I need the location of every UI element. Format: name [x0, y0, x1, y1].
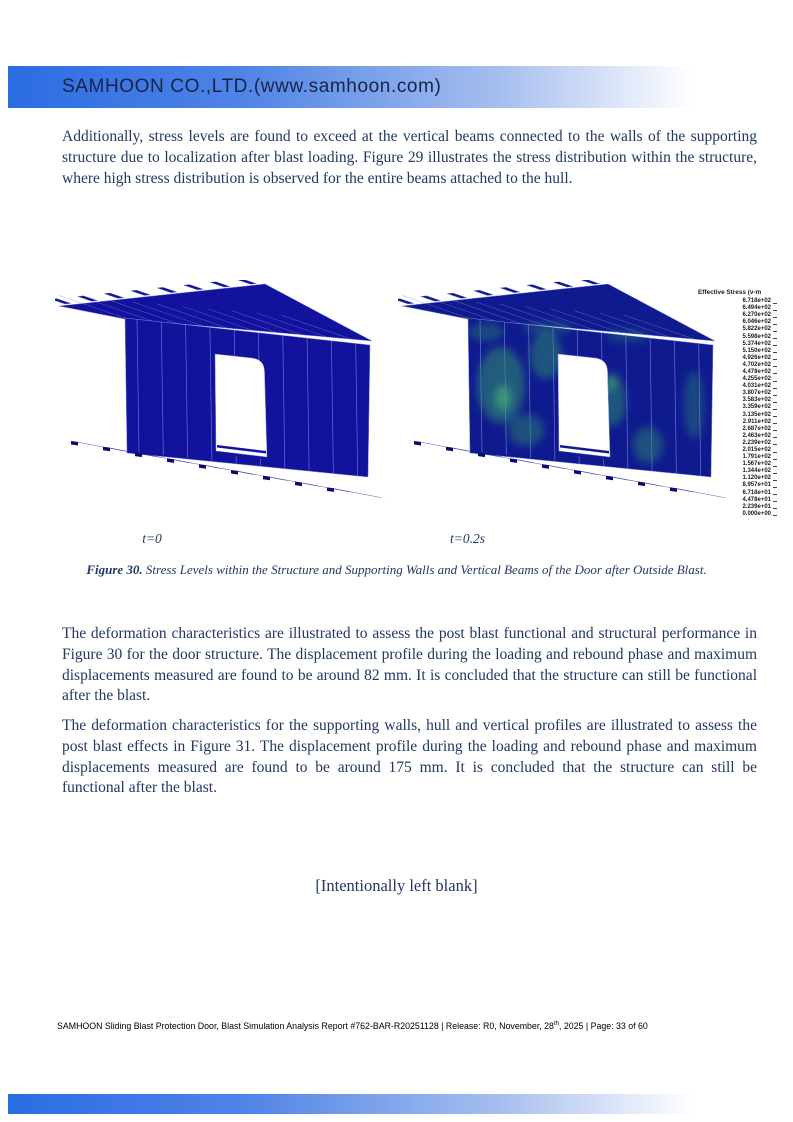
legend-row — [694, 326, 793, 333]
legend-value: 3.807e+02 — [742, 390, 771, 397]
legend-tick-mark — [773, 508, 777, 509]
legend-tick-mark — [773, 331, 777, 332]
legend-row — [694, 404, 793, 411]
legend-row — [694, 468, 793, 475]
legend-tick-mark — [773, 437, 777, 438]
legend-row — [694, 341, 793, 348]
legend-value: 8.957e+01 — [742, 482, 771, 489]
legend-value: 4.926e+02 — [742, 354, 771, 361]
figure-caption — [55, 562, 738, 578]
legend-row — [694, 475, 793, 482]
legend-tick-mark — [773, 317, 777, 318]
legend-value: 6.046e+02 — [742, 319, 771, 326]
legend-tick-mark — [773, 345, 777, 346]
legend-row — [694, 482, 793, 489]
legend-value: 1.344e+02 — [742, 468, 771, 475]
legend-value: 4.478e+01 — [742, 496, 771, 503]
legend-tick-mark — [773, 359, 777, 360]
legend-value: 1.791e+02 — [742, 454, 771, 461]
legend-tick-mark — [773, 459, 777, 460]
legend-row — [694, 490, 793, 497]
legend-row — [694, 426, 793, 433]
legend-row — [694, 348, 793, 355]
legend-tick-mark — [773, 494, 777, 495]
footer-text-1: SAMHOON Sliding Blast Protection Door, Blast Simulation Analysis Report #762-BAR-R20251128 | Release: R0, November, 28 — [57, 1021, 554, 1031]
legend-value: 2.015e+02 — [742, 447, 771, 454]
legend-value: 6.718e+02 — [742, 298, 771, 305]
legend-row — [694, 369, 793, 376]
legend-row — [694, 412, 793, 419]
legend-value: 6.718e+01 — [742, 489, 771, 496]
company-title: SAMHOON CO.,LTD.(www.samhoon.com) — [62, 76, 442, 97]
legend-row — [694, 419, 793, 426]
legend-value: 2.911e+02 — [742, 418, 771, 425]
legend-row — [694, 461, 793, 468]
legend-tick-mark — [773, 480, 777, 481]
legend-row — [694, 333, 793, 340]
stress-legend — [694, 289, 793, 518]
legend-tick-mark — [773, 452, 777, 453]
legend-row — [694, 305, 793, 312]
footer-text-2: , 2025 | Page: 33 of 60 — [558, 1021, 648, 1031]
legend-tick-mark — [773, 423, 777, 424]
paragraph-walls-deformation: The deformation characteristics for the supporting walls, hull and vertical profiles are illustrated to assess the post blast effects in Figure 31. The displacement profile during the loading and rebound phase and maximum displacements measured are found to be around 175 mm. It is concluded that the structure can still be functional after the blast. — [62, 717, 757, 797]
paragraph-stress-levels: Additionally, stress levels are found to exceed at the vertical beams connected to the walls of the supporting structure due to localization after blast loading. Figure 29 illustrates the stress distribution within the structure, where high stress distribution is observed for the entire beams attached to the hull. — [62, 128, 757, 187]
legend-tick-mark — [773, 444, 777, 445]
legend-tick-mark — [773, 388, 777, 389]
legend-row — [694, 504, 793, 511]
legend-value: 5.374e+02 — [742, 340, 771, 347]
legend-value: 4.255e+02 — [742, 376, 771, 383]
legend-tick-mark — [773, 338, 777, 339]
legend-value: 5.150e+02 — [742, 347, 771, 354]
legend-tick-mark — [773, 395, 777, 396]
intentionally-blank-note: [Intentionally left blank] — [315, 876, 478, 895]
legend-value: 3.359e+02 — [742, 404, 771, 411]
legend-tick-mark — [773, 366, 777, 367]
legend-row — [694, 497, 793, 504]
legend-value: 4.478e+02 — [742, 368, 771, 375]
legend-tick-mark — [773, 303, 777, 304]
legend-value: 2.239e+01 — [742, 503, 771, 510]
legend-value: 2.239e+02 — [742, 439, 771, 446]
footer-bar — [8, 1094, 787, 1114]
legend-value: 3.583e+02 — [742, 397, 771, 404]
legend-row — [694, 319, 793, 326]
legend-row — [694, 454, 793, 461]
legend-tick-mark — [773, 324, 777, 325]
legend-tick-mark — [773, 501, 777, 502]
figure-caption-text: Stress Levels within the Structure and Supporting Walls and Vertical Beams of the Door after Outside Blast. — [142, 562, 707, 577]
legend-row — [694, 298, 793, 305]
legend-value: 2.463e+02 — [742, 432, 771, 439]
legend-row — [694, 355, 793, 362]
legend-row — [694, 397, 793, 404]
legend-value: 5.598e+02 — [742, 333, 771, 340]
paragraph-door-deformation: The deformation characteristics are illustrated to assess the post blast functional and structural performance in Figure 30 for the door structure. The displacement profile during the loading and rebound phase and maximum displacements measured are found to be around 82 mm. It is concluded that the structure can still be functional after the blast. — [62, 625, 757, 705]
fea-model-t02s-image — [398, 280, 738, 522]
legend-row — [694, 440, 793, 447]
legend-row — [694, 511, 793, 518]
legend-value: 0.000e+00 — [742, 510, 771, 517]
legend-value: 4.702e+02 — [742, 361, 771, 368]
legend-value: 4.031e+02 — [742, 383, 771, 390]
legend-row — [694, 447, 793, 454]
legend-row — [694, 390, 793, 397]
legend-row — [694, 312, 793, 319]
legend-value: 6.270e+02 — [742, 312, 771, 319]
legend-tick-mark — [773, 373, 777, 374]
legend-tick-mark — [773, 409, 777, 410]
fea-model-t0-image — [55, 280, 395, 522]
legend-value: 6.494e+02 — [742, 305, 771, 312]
legend-tick-mark — [773, 310, 777, 311]
legend-value: 3.135e+02 — [742, 411, 771, 418]
header-bar — [8, 66, 787, 108]
legend-tick-mark — [773, 402, 777, 403]
time-label-t0: t=0 — [142, 531, 162, 546]
legend-row — [694, 383, 793, 390]
legend-tick-mark — [773, 381, 777, 382]
legend-value: 1.567e+02 — [742, 461, 771, 468]
legend-tick-mark — [773, 466, 777, 467]
legend-row — [694, 362, 793, 369]
legend-scale — [694, 298, 793, 518]
legend-tick-mark — [773, 416, 777, 417]
legend-title: Effective Stress (v-m — [698, 289, 762, 296]
legend-value: 1.120e+02 — [742, 475, 771, 482]
legend-value: 2.687e+02 — [742, 425, 771, 432]
legend-row — [694, 376, 793, 383]
legend-row — [694, 433, 793, 440]
time-label-t02s: t=0.2s — [450, 531, 485, 546]
legend-tick-mark — [773, 352, 777, 353]
legend-tick-mark — [773, 473, 777, 474]
legend-tick-mark — [773, 430, 777, 431]
figure-caption-label: Figure 30. — [86, 562, 143, 577]
legend-tick-mark — [773, 487, 777, 488]
legend-tick-mark — [773, 515, 777, 516]
page-footer — [57, 1021, 767, 1031]
footer-ordinal-sup: th — [553, 1021, 559, 1028]
legend-value: 5.822e+02 — [742, 326, 771, 333]
